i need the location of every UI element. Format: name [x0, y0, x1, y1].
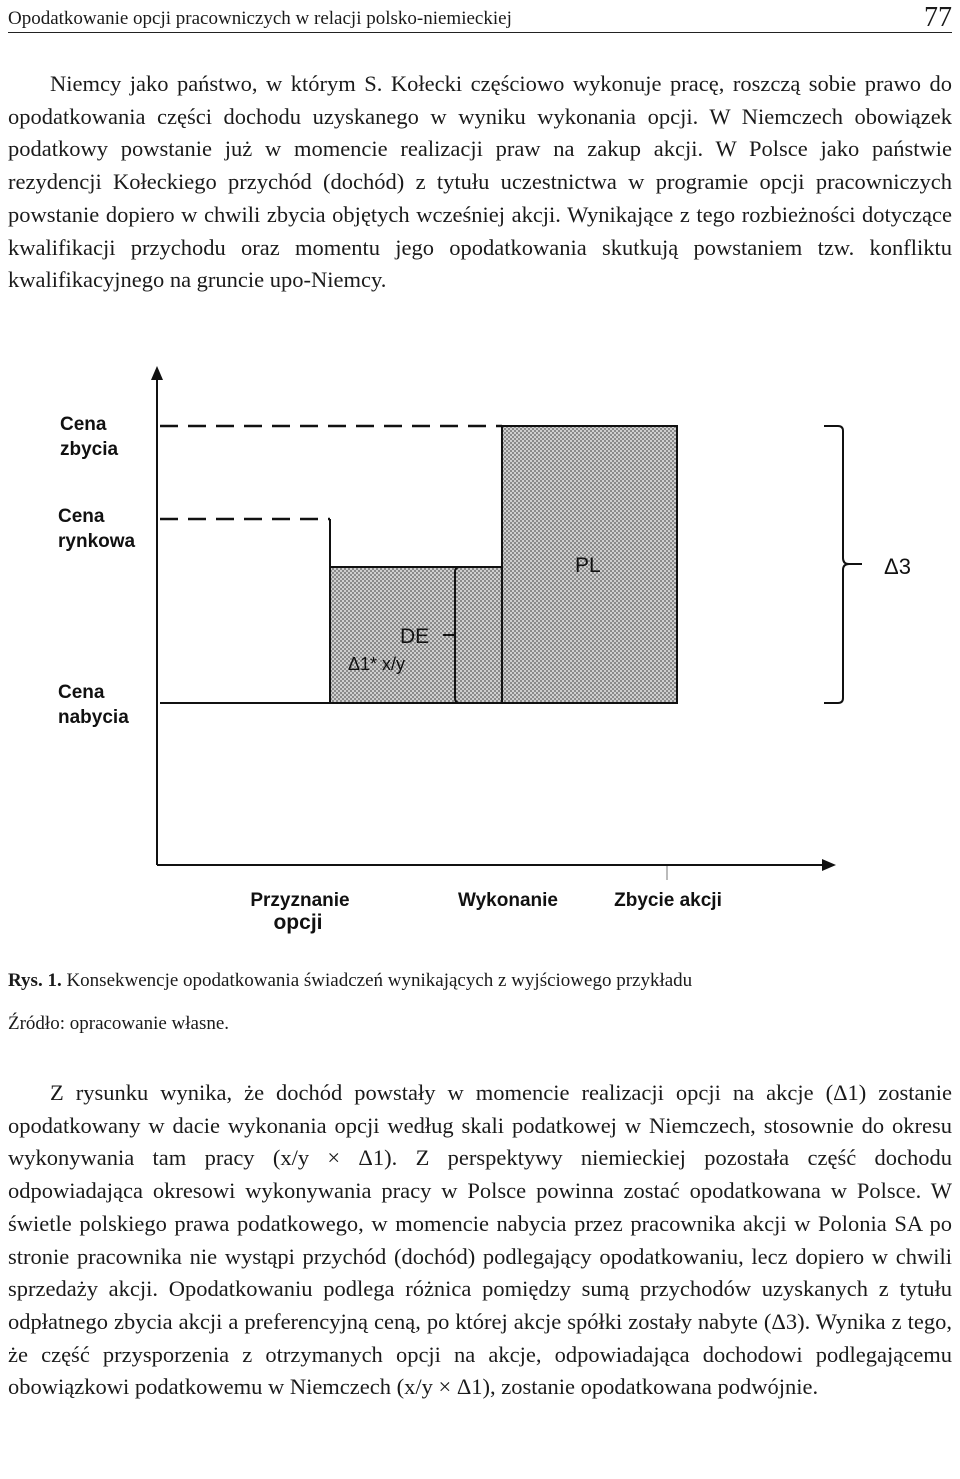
body-paragraph-2 [8, 1077, 952, 1404]
page-number: 77 [924, 2, 952, 33]
running-title: Opodatkowanie opcji pracowniczych w relacji polsko-niemieckiej [8, 8, 512, 29]
label-cena-zbycia-2: zbycia [60, 439, 119, 460]
figure-caption-text: Konsekwencje opodatkowania świadczeń wynikających z wyjściowego przykładu [61, 970, 693, 991]
figure-source: Źródło: opracowanie własne. [8, 1013, 230, 1034]
label-przyznanie-1: Przyznanie [250, 890, 350, 911]
body-paragraph-1-text: Niemcy jako państwo, w którym S. Kołecki częściowo wykonuje pracę, roszczą sobie prawo do opodatkowania części dochodu uzyskanego w wyniku wykonania opcji. W Niemczech obowiązek podatkowy powstanie już w momencie realizacji praw na zakup akcji. W Polsce jako państwie rezydencji Kołeckiego przychód (dochód) z tytułu uczestnictwa w programie opcji pracowniczych powstanie dopiero w chwili zbycia objętych wcześniej akcji. Wynikające z tego rozbieżności dotyczące kwalifikacji przychodu oraz momentu jego opodatkowania skutkują powstaniem tzw. konfliktu kwalifikacyjnego na gruncie upo-Niemcy. [8, 71, 952, 293]
body-paragraph-2-text: Z rysunku wynika, że dochód powstały w momencie realizacji opcji na akcje (Δ1) zostanie opodatkowany w dacie wykonania opcji według skali podatkowej w Niemczech, stosownie do okresu wykonywania tam pracy (x/y × Δ1). Z perspektywy niemieckiej pozostała część dochodu odpowiadająca okresowi wykonywania pracy w Polsce powinna zostać opodatkowana w Polsce. W świetle polskiego prawa podatkowego, w momencie nabycia przez pracownika akcji w Polonia SA po stronie pracownika nie wystąpi przychód (dochód) podlegający opodatkowaniu, lecz dopiero w chwili sprzedaży akcji. Opodatkowaniu podlega różnica pomiędzy sumą przychodów uzyskanych z tytułu odpłatnego zbycia akcji a preferencyjną ceną, po której akcje spółki zostały nabyte (Δ3). Wynika z tego, że część przysporzenia z otrzymanych opcji na akcje, odpowiadająca dochodowi podlegającemu obowiązkowi podatkowemu w Niemczech (x/y × Δ1), zostanie opodatkowana podwójnie. [8, 1080, 952, 1400]
x-axis-arrow [822, 859, 836, 871]
label-cena-zbycia-1: Cena [60, 414, 107, 435]
label-zbycie: Zbycie akcji [614, 890, 722, 911]
figure-caption-label: Rys. 1. [8, 970, 62, 991]
label-delta3: Δ3 [884, 554, 911, 579]
label-przyznanie-2: opcji [273, 911, 323, 934]
figure-1 [0, 360, 960, 950]
label-cena-rynkowa-1: Cena [58, 506, 105, 527]
label-wykonanie: Wykonanie [458, 890, 558, 911]
body-paragraph-1 [8, 68, 952, 297]
figure-caption [8, 970, 692, 992]
label-pl: PL [575, 554, 601, 577]
label-delta1: Δ1* x/y [348, 654, 406, 674]
label-cena-nabycia-1: Cena [58, 682, 105, 703]
page-header [8, 2, 952, 33]
tax-diagram [0, 360, 960, 950]
y-axis-arrow [151, 366, 163, 380]
label-cena-rynkowa-2: rynkowa [58, 531, 136, 552]
label-cena-nabycia-2: nabycia [58, 707, 129, 728]
label-de: DE [400, 625, 430, 648]
delta3-brace [824, 426, 862, 703]
